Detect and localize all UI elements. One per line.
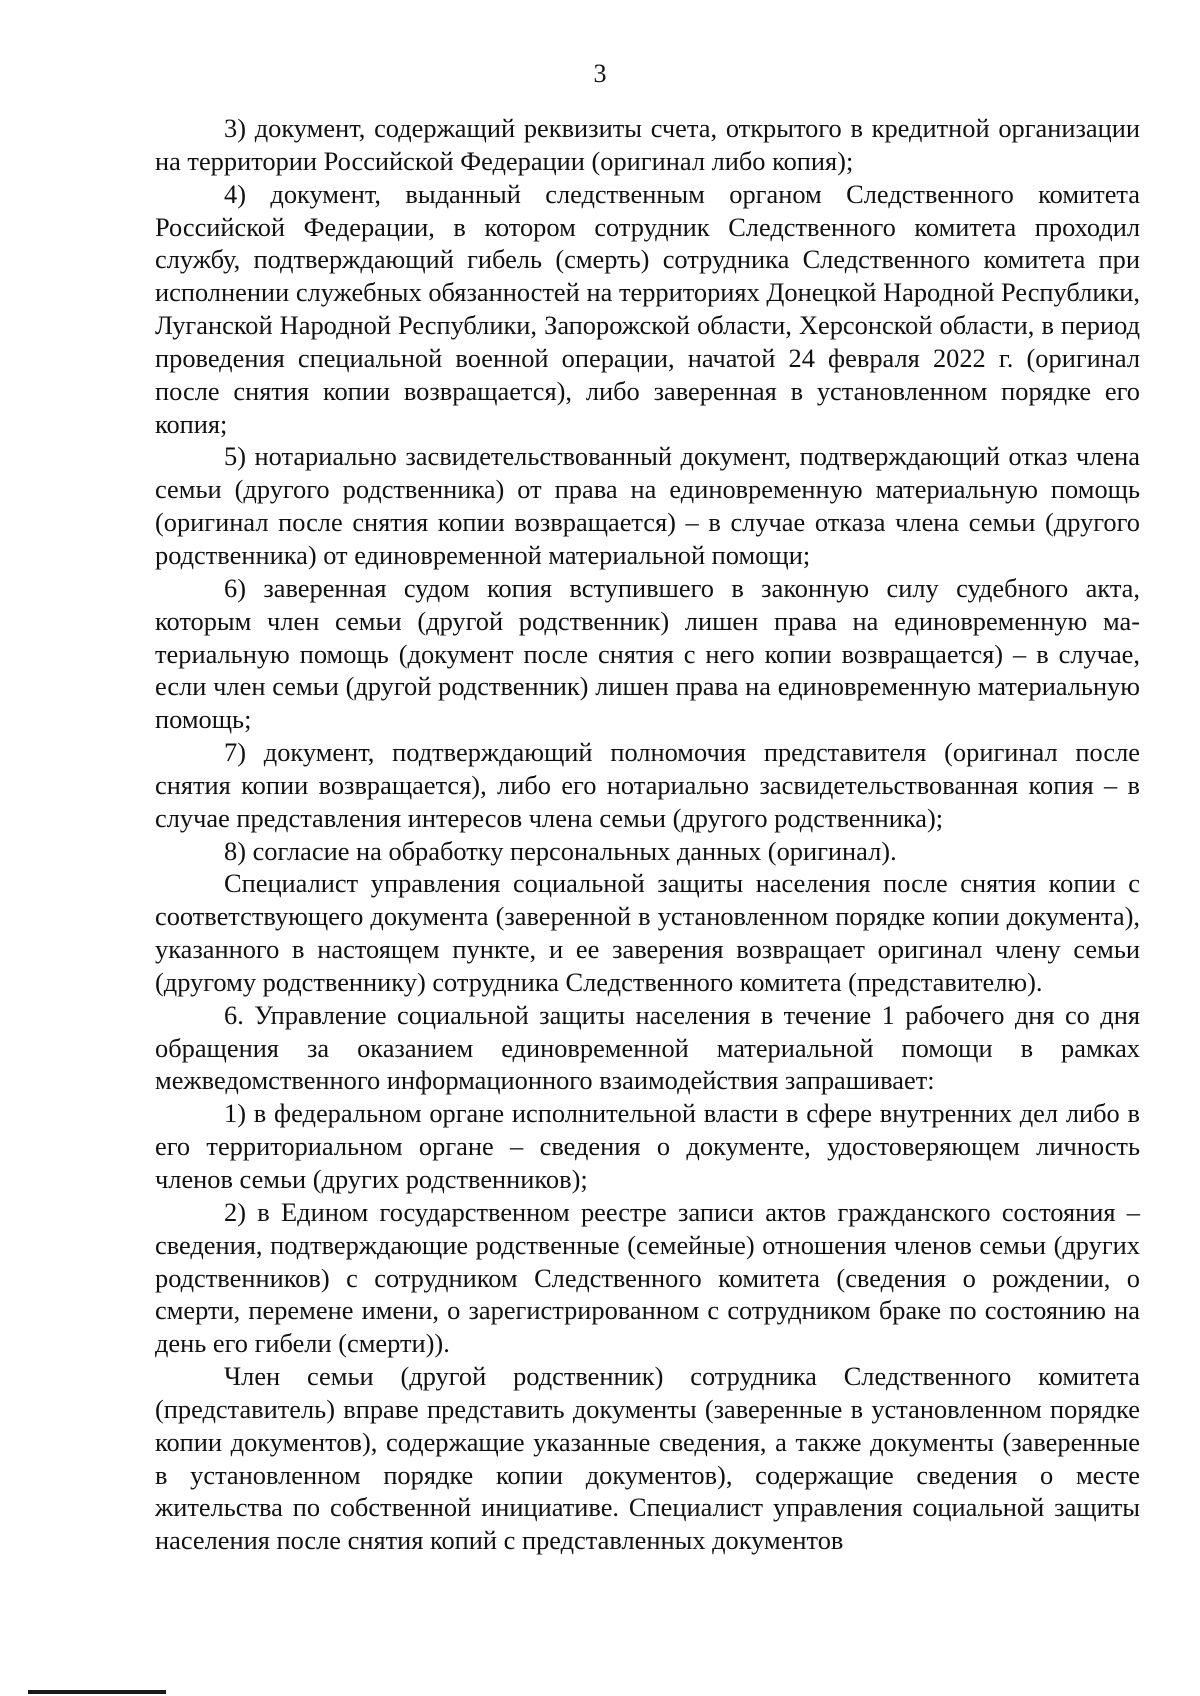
list-item-6-court-act: 6) заверенная судом копия вступившего в законную силу судебного акта, которым член семьи (другой родственник) лишен права на единовременную материальную помощь (документ после снятия с него копии возвращается) – в случае, если член семьи (другой родственник) лишен права на единовременную материальную помощь; — [155, 572, 1140, 735]
list-item-7-representative-authority: 7) документ, подтверждающий полномочия представителя (оригинал после снятия копии возвращается), либо его нотариально засвидетельствованная копия – в случае представления интересов члена семьи (другого родственника); — [155, 737, 1140, 833]
list-item-8-data-consent: 8) согласие на обработку персональных данных (оригинал). — [224, 835, 897, 866]
section-6-item-1: 1) в федеральном органе исполнительной власти в сфере внутренних дел либо в его территориальном органе – сведения о документе, удостоверяющем личность членов семьи (других родственников); — [155, 1098, 1140, 1194]
list-item-3-bank-details: 3) документ, содержащий реквизиты счета, открытого в кредитной организации на территории Российской Федерации (оригинал либо копия); — [155, 113, 1140, 176]
list-item-4-death-certificate: 4) документ, выданный следственным органом Следственного комитета Российской Федерации, в котором сотрудник Следственного комитета проходил службу, подтверждающий гибель (смерть) сотрудника Следственного комитета при исполнении служебных обязанностей на территориях Донецкой Народной Республики, Луганской Народной Республики, Запорожской области, Херсонской области, в период проведения специальной военной операции, начатой 24 февраля 2022 г. (оригинал после снятия копии возвращается), либо заверенная в установленном порядке его копия; — [155, 178, 1140, 439]
page-edge-mark — [28, 1690, 166, 1694]
section-6-item-2: 2) в Едином государственном реестре записи актов гражданского состояния – сведения, подтверждающие родственные (семейные) отношения членов семьи (других родственников) с сотрудником Следственного комитета (сведения о рождении, о смерти, перемене имени, о зарегистрированном с сотрудником браке по состоянию на день его гибели (смерти)). — [155, 1196, 1140, 1359]
paragraph-family-member-rights: Член семьи (другой родственник) сотрудника Следственного комитета (представитель) вправе представить документы (заверенные в установленном порядке копии документов), содержащие указанные сведения, а также документы (заверенные в установленном порядке копии документов), содержащие сведения о месте жительства по собственной инициативе. Специалист управления социальной защиты населения после снятия копий с представленных документов — [155, 1361, 1140, 1556]
list-item-5-refusal-document: 5) нотариально засвидетельствованный документ, подтверждающий отказ члена семьи (другого родственника) от права на единовременную материальную помощь (оригинал после снятия копии возвращается) – в случае отказа члена семьи (другого родственника) от единовременной материальной помощи; — [155, 441, 1140, 570]
document-body — [155, 112, 1140, 1557]
page-number: 3 — [593, 59, 607, 88]
paragraph-specialist-returns-original: Специалист управления социальной защиты населения после снятия копии с соответствующего документа (заверенной в установленном порядке копии документа), указанного в настоящем пункте, и ее заверения возвращает оригинал члену семьи (другому родственнику) сотрудника Следственного комитета (представителю). — [155, 868, 1140, 997]
section-6-intro: 6. Управление социальной защиты населения в течение 1 рабочего дня со дня обращения за оказанием единовременной материальной помощи в рамках межведомственного информационного взаимодействия запрашивает: — [155, 999, 1140, 1096]
